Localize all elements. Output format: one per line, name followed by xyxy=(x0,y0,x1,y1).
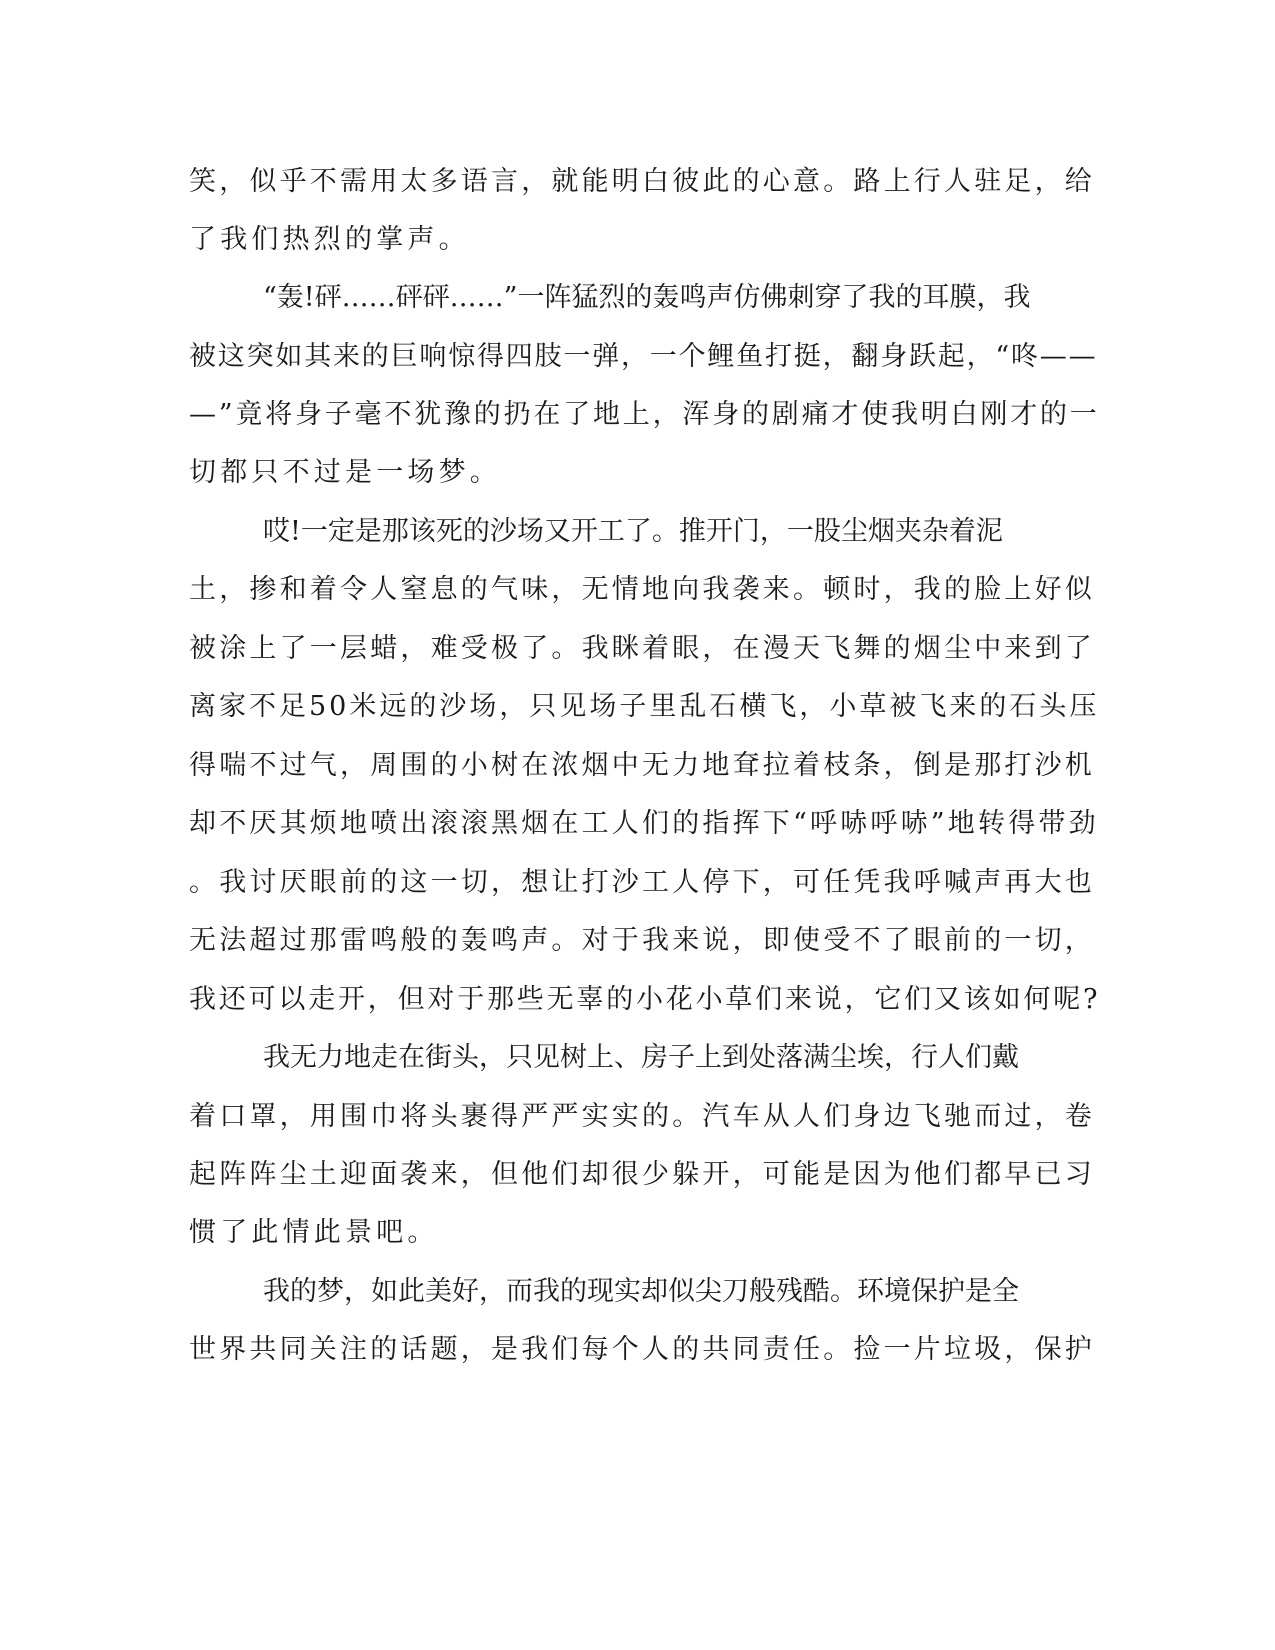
text-line: 离家不足50米远的沙场，只见场子里乱石横飞，小草被飞来的石头压 xyxy=(189,691,1100,722)
text-line: 我无力地走在街头，只见树上、房子上到处落满尘埃，行人们戴 xyxy=(263,1042,1019,1073)
text-line: 我的梦，如此美好，而我的现实却似尖刀般残酷。环境保护是全 xyxy=(263,1276,1019,1307)
text-line: 世界共同关注的话题，是我们每个人的共同责任。捡一片垃圾，保护 xyxy=(189,1334,1095,1365)
text-line: 得喘不过气，周围的小树在浓烟中无力地耷拉着枝条，倒是那打沙机 xyxy=(189,750,1095,781)
text-line: 惯了此情此景吧。 xyxy=(189,1217,439,1248)
text-line: 被涂上了一层蜡，难受极了。我眯着眼，在漫天飞舞的烟尘中来到了 xyxy=(189,633,1095,664)
text-line: 了我们热烈的掌声。 xyxy=(189,224,470,255)
text-line: 。我讨厌眼前的这一切，想让打沙工人停下，可任凭我呼喊声再大也 xyxy=(189,867,1095,898)
text-line: 笑，似乎不需用太多语言，就能明白彼此的心意。路上行人驻足，给 xyxy=(189,166,1095,197)
text-line: “轰!砰……砰砰……”一阵猛烈的轰鸣声仿佛刺穿了我的耳膜，我 xyxy=(263,282,1031,313)
text-line: 无法超过那雷鸣般的轰鸣声。对于我来说，即使受不了眼前的一切， xyxy=(189,925,1095,956)
text-line: 切都只不过是一场梦。 xyxy=(189,457,501,488)
text-line: 我还可以走开，但对于那些无辜的小花小草们来说，它们又该如何呢? xyxy=(189,984,1101,1015)
text-line: 却不厌其烦地喷出滚滚黑烟在工人们的指挥下“呼哧呼哧”地转得带劲 xyxy=(189,808,1099,839)
text-line: 着口罩，用围巾将头裹得严严实实的。汽车从人们身边飞驰而过，卷 xyxy=(189,1101,1095,1132)
text-line: 土，掺和着令人窒息的气味，无情地向我袭来。顿时，我的脸上好似 xyxy=(189,574,1095,605)
text-line: 起阵阵尘土迎面袭来，但他们却很少躲开，可能是因为他们都早已习 xyxy=(189,1159,1095,1190)
text-line: —”竟将身子毫不犹豫的扔在了地上，浑身的剧痛才使我明白刚才的一 xyxy=(189,399,1100,430)
text-line: 被这突如其来的巨响惊得四肢一弹，一个鲤鱼打挺，翻身跃起，“咚—— xyxy=(189,341,1098,372)
text-line: 哎!一定是那该死的沙场又开工了。推开门，一股尘烟夹杂着泥 xyxy=(263,516,1003,547)
